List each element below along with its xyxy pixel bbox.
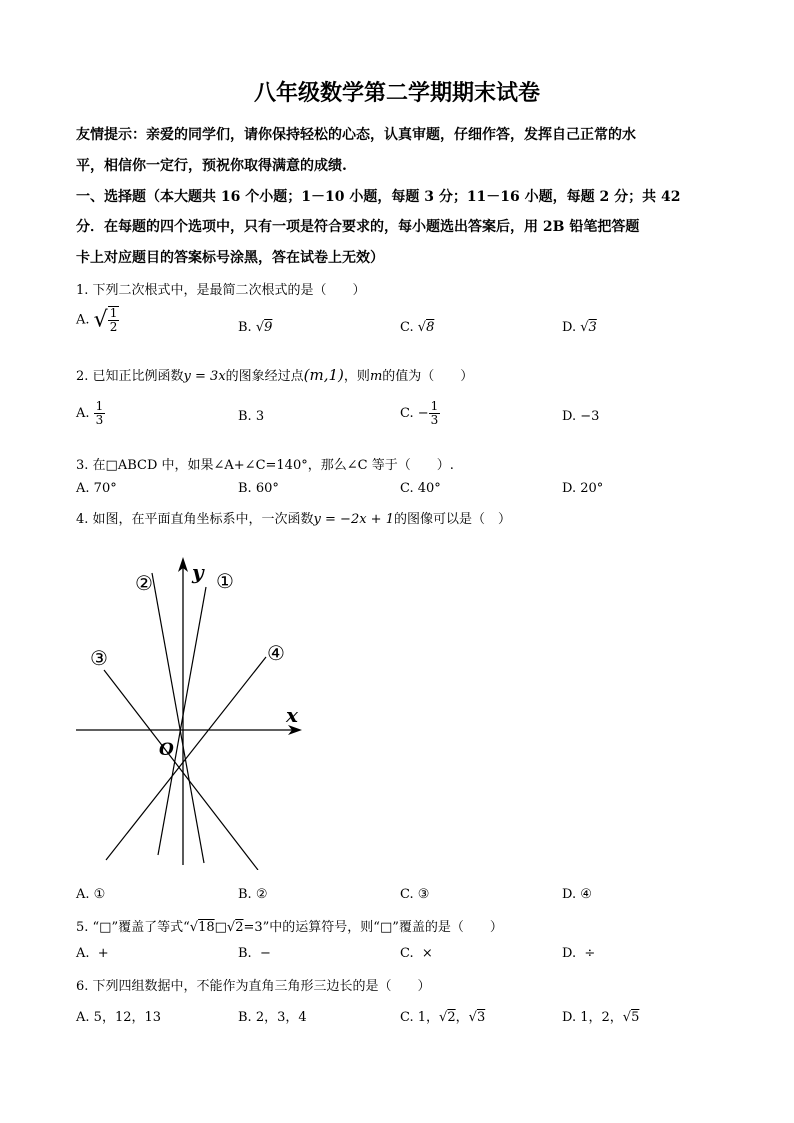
option-label: C. <box>400 887 414 902</box>
q6-option-c[interactable]: C. 1，√2，√3 <box>400 1010 486 1025</box>
option-label: B. <box>238 887 252 902</box>
section-1-line-3: 卡上对应题目的答案标号涂黑，答在试卷上无效） <box>76 250 384 266</box>
radicand: 8 <box>426 320 435 335</box>
q6-option-d[interactable]: D. 1，2，√5 <box>562 1010 640 1025</box>
y-axis-label: y <box>192 560 204 584</box>
line-4 <box>106 657 266 860</box>
q3-option-d[interactable]: D. 20° <box>562 481 604 496</box>
option-label: B. <box>238 320 252 335</box>
sqrt-sign: √ <box>255 320 265 335</box>
q5-option-c[interactable]: C. × <box>400 946 433 961</box>
sqrt-sign: √ <box>622 1010 632 1025</box>
question-3-stem: 3. 在□ABCD 中，如果∠A+∠C=140°，那么∠C 等于（ ）. <box>76 458 454 473</box>
sqrt-sign: √ <box>189 920 199 935</box>
option-label: D. <box>562 946 577 961</box>
section-1-line-2: 分．在每题的四个选项中，只有一项是符合要求的，每小题选出答案后，用 2B 铅笔把答题 <box>76 219 640 235</box>
option-label: D. <box>562 1010 577 1025</box>
option-label: D. <box>562 320 577 335</box>
covered-box: □ <box>214 920 227 935</box>
option-label: C. <box>400 481 414 496</box>
q1-option-d[interactable] <box>562 320 597 335</box>
line-2 <box>152 573 204 863</box>
q2-option-b[interactable]: B. 3 <box>238 409 265 424</box>
q4-option-a[interactable]: A. ① <box>76 887 106 902</box>
tips-line-2: 平，相信你一定行，预祝你取得满意的成绩. <box>76 158 347 174</box>
option-label: B. <box>238 1010 252 1025</box>
tips-line-1: 友情提示：亲爱的同学们，请你保持轻松的心态，认真审题，仔细作答，发挥自己正常的水 <box>76 127 636 143</box>
section-1-line-1: 一、选择题（本大题共 16 个小题；1－10 小题，每题 3 分；11－16 小题，每题 2 分；共 42 <box>76 189 681 205</box>
x-axis-label: x <box>286 703 298 727</box>
q4-option-c[interactable]: C. ③ <box>400 887 430 902</box>
option-label: C. <box>400 320 414 335</box>
line-1-label: ① <box>216 569 234 593</box>
sqrt-sign: √ <box>226 920 236 935</box>
q2-option-a[interactable] <box>76 400 105 427</box>
radicand: 2 <box>235 920 244 935</box>
option-label: C. <box>400 946 414 961</box>
fraction: $\frac{1}{3}$ <box>95 399 104 427</box>
sqrt-sign: √ <box>580 320 589 335</box>
sqrt-sign: √ <box>439 1010 448 1025</box>
question-1-stem: 1. 下列二次根式中，是最简二次根式的是（ ） <box>76 283 366 298</box>
option-label: A. <box>76 946 90 961</box>
option-label: D. <box>562 409 577 424</box>
q1-option-a[interactable] <box>76 306 119 334</box>
option-label: B. <box>238 481 252 496</box>
page-title: 八年级数学第二学期期末试卷 <box>253 81 540 106</box>
option-label: C. <box>400 1010 414 1025</box>
q4-option-d[interactable]: D. ④ <box>562 887 592 902</box>
option-label: C. <box>400 406 414 421</box>
option-label: D. <box>562 481 577 496</box>
sqrt-sign: √ <box>93 307 108 333</box>
q6-option-b[interactable]: B. 2，3，4 <box>238 1010 307 1025</box>
line-1 <box>158 587 206 855</box>
option-label: D. <box>562 887 577 902</box>
option-label: B. <box>238 946 252 961</box>
line-3 <box>104 670 258 870</box>
option-label: B. <box>238 409 252 424</box>
option-label: A. <box>76 887 90 902</box>
radicand: 5 <box>631 1010 640 1025</box>
sqrt-sign: √ <box>468 1010 477 1025</box>
q3-option-a[interactable]: A. 70° <box>76 481 117 496</box>
fraction: $\frac{1}{3}$ <box>430 399 439 427</box>
q1-option-b[interactable] <box>238 320 272 335</box>
q2-option-d[interactable]: D. −3 <box>562 409 600 424</box>
option-label: A. <box>76 312 90 328</box>
option-label: A. <box>76 406 90 421</box>
q2-option-c[interactable]: C. − $\frac{1}{3}$ <box>400 399 439 427</box>
q5-option-a[interactable]: A. + <box>76 946 109 961</box>
function-expression: y = 3x <box>183 369 226 384</box>
point-expression: (m,1) <box>303 366 344 384</box>
question-6-stem: 6. 下列四组数据中，不能作为直角三角形三边长的是（ ） <box>76 979 431 994</box>
q4-option-b[interactable]: B. ② <box>238 887 268 902</box>
line-3-label: ③ <box>90 646 108 670</box>
radicand: 9 <box>264 320 273 335</box>
line-2-label: ② <box>135 571 153 595</box>
q6-option-a[interactable]: A. 5，12，13 <box>76 1010 162 1025</box>
q5-option-d[interactable]: D. ÷ <box>562 946 596 961</box>
q1-option-c[interactable] <box>400 320 434 335</box>
radicand: 3 <box>588 320 597 335</box>
q3-option-c[interactable]: C. 40° <box>400 481 441 496</box>
radicand: 2 <box>447 1010 456 1025</box>
origin-label: O <box>159 740 174 760</box>
line-4-label: ④ <box>267 641 285 665</box>
question-4-stem: 4. 如图，在平面直角坐标系中，一次函数y = −2x + 1的图像可以是（ ） <box>76 512 511 527</box>
coordinate-figure <box>70 545 310 870</box>
q5-option-b[interactable]: B. − <box>238 946 271 961</box>
question-2-stem: 2. 已知正比例函数y = 3x的图象经过点(m,1)，则m的值为（ ） <box>76 366 474 384</box>
sqrt-sign: √ <box>417 320 427 335</box>
fraction: $\frac{1}{2}$ <box>109 306 118 334</box>
radicand: 18 <box>198 920 215 935</box>
radicand: 3 <box>476 1010 486 1025</box>
option-label: A. <box>76 1010 90 1025</box>
option-label: A. <box>76 481 90 496</box>
variable: m <box>369 369 383 384</box>
function-expression: y = −2x + 1 <box>313 512 394 527</box>
question-5-stem: 5. “□”覆盖了等式“√18□√2=3”中的运算符号，则“□”覆盖的是（ ） <box>76 920 503 935</box>
q3-option-b[interactable]: B. 60° <box>238 481 279 496</box>
